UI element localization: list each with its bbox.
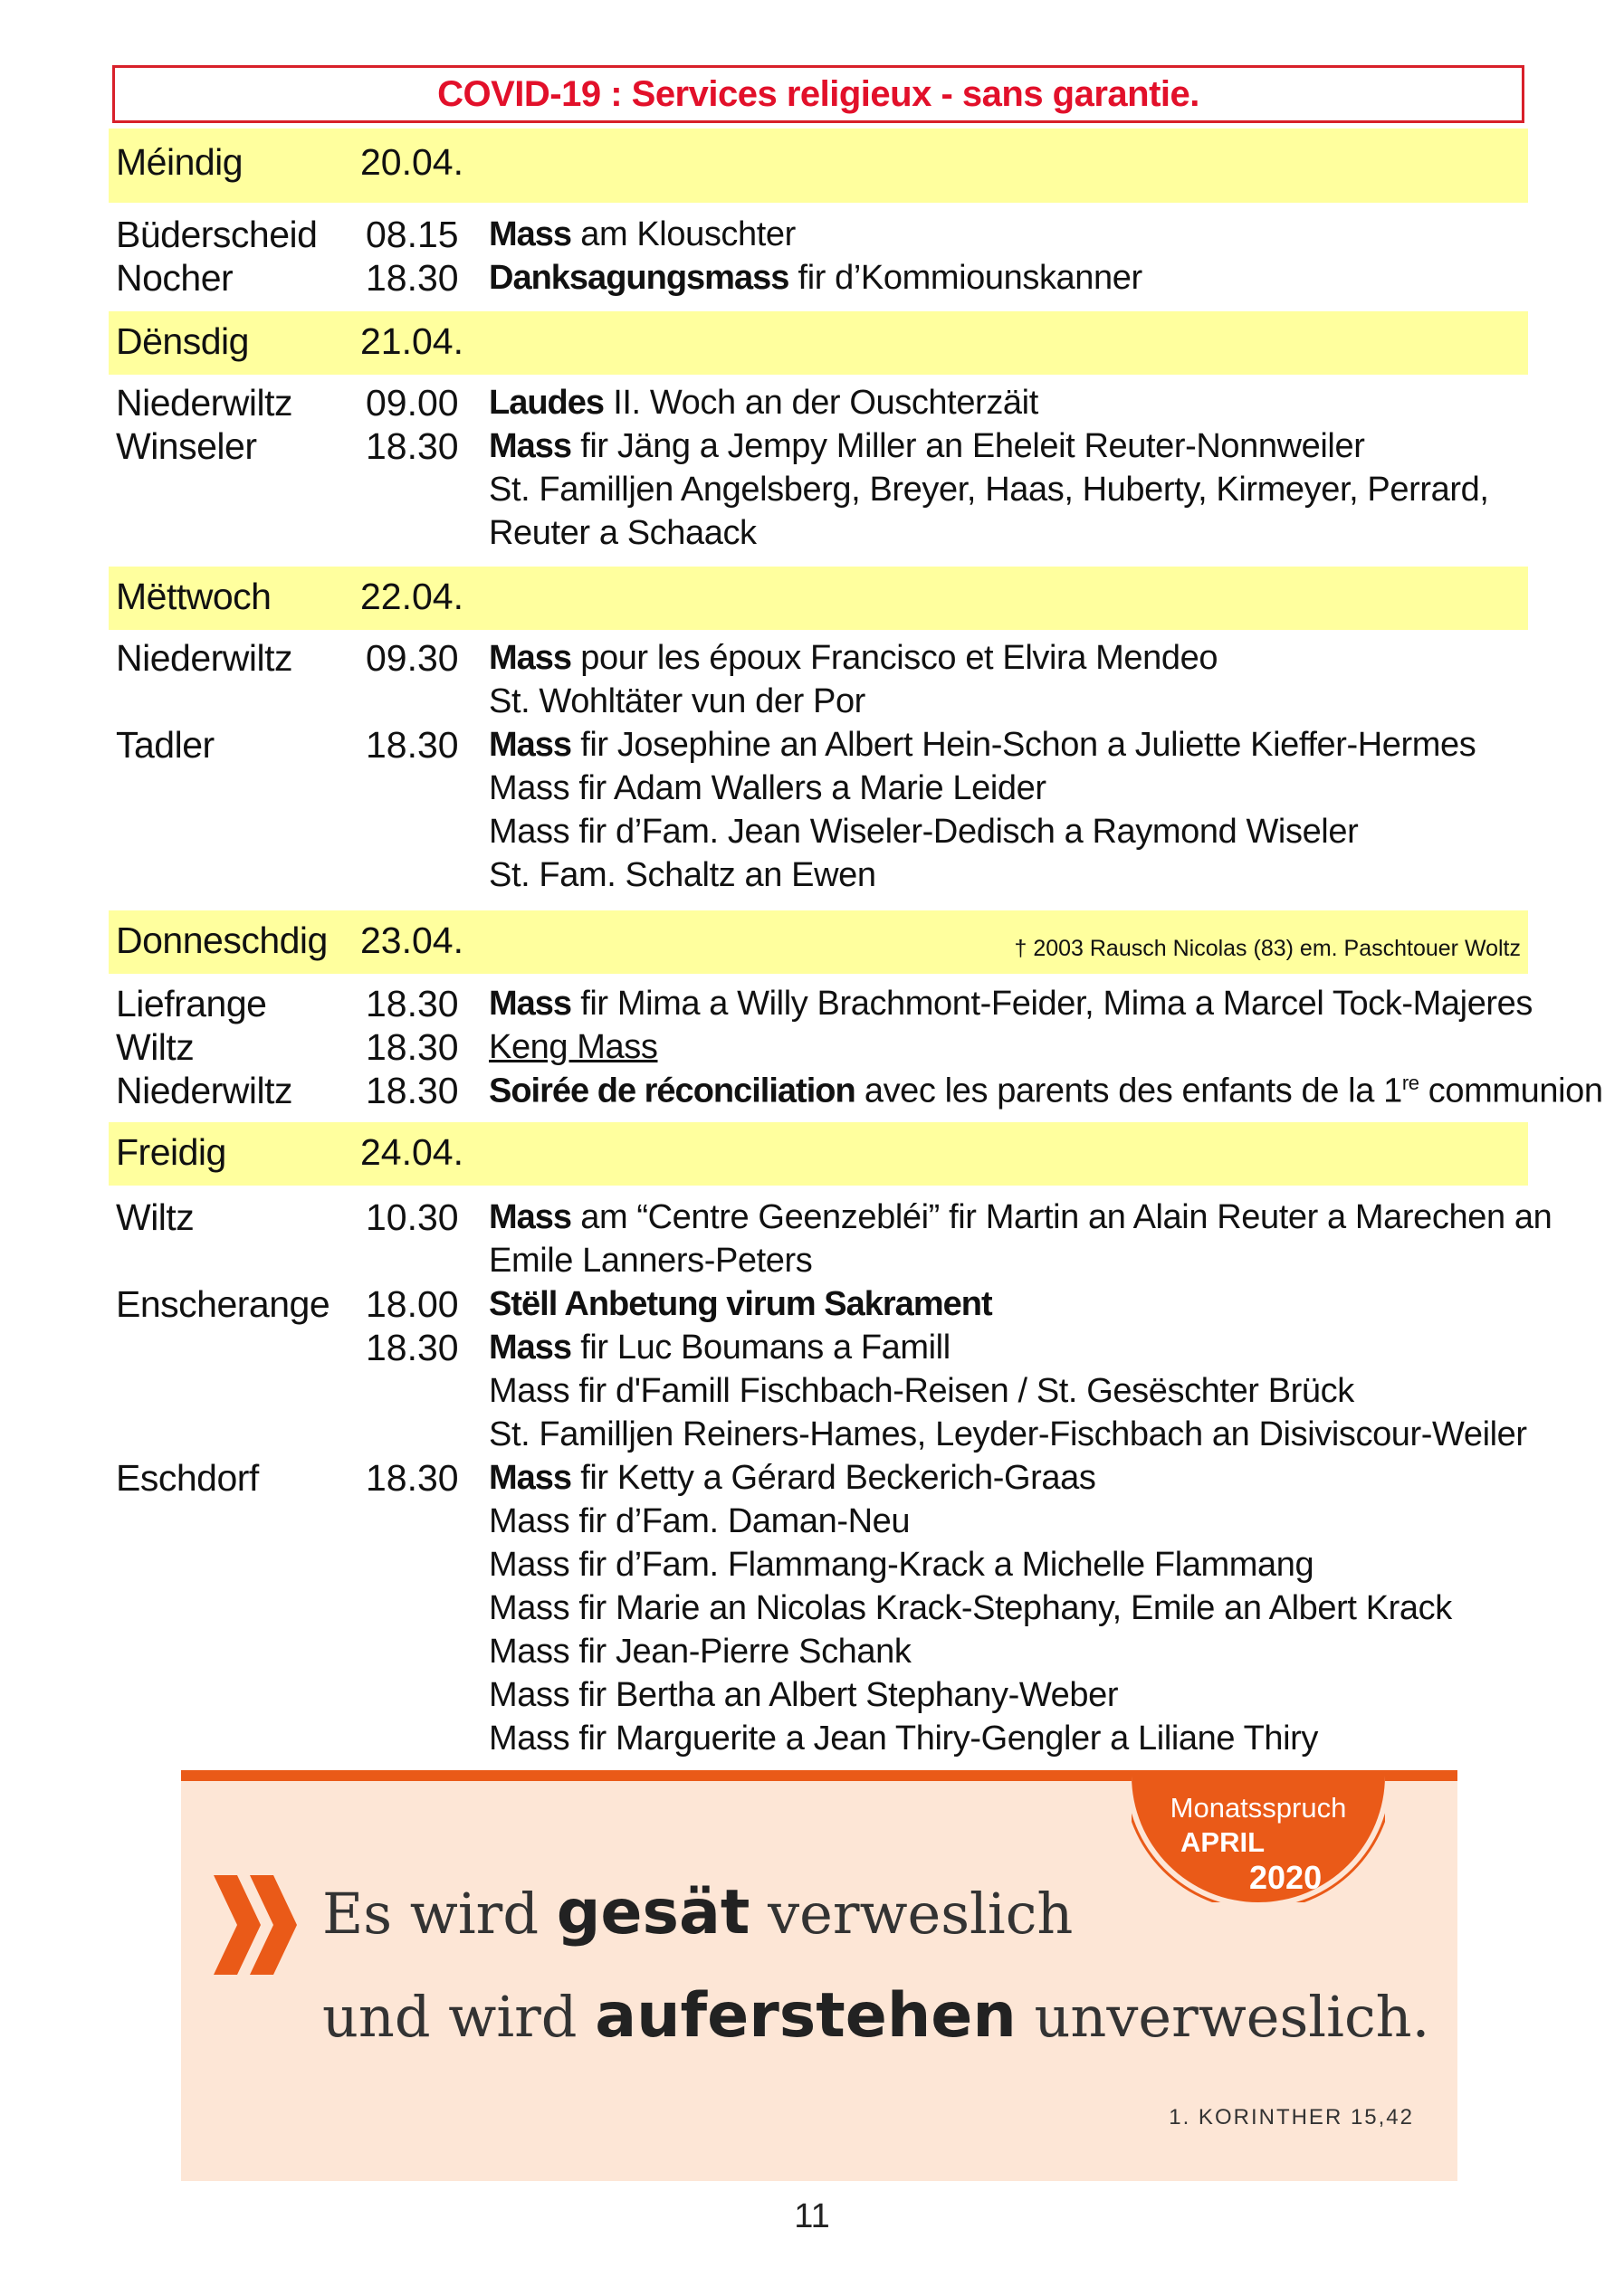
entry-description: Mass fir Luc Boumans a Famill (489, 1329, 951, 1367)
entry-description: Keng Mass (489, 1028, 658, 1066)
day-date: 24.04. (360, 1131, 463, 1173)
entry-time: 09.30 (366, 637, 459, 679)
entry-place: Büderscheid (116, 214, 318, 255)
entry-time: 18.30 (366, 1026, 459, 1068)
entry-description: Stëll Anbetung virum Sakrament (489, 1285, 992, 1323)
entry-line: St. Familljen Reiners-Hames, Leyder-Fischbach an Disiviscour-Weiler (489, 1415, 1527, 1453)
entry-line: Mass fir Marguerite a Jean Thiry-Gengler a Liliane Thiry (489, 1720, 1319, 1758)
entry-place: Wiltz (116, 1196, 195, 1238)
entry-line: Emile Lanners-Peters (489, 1242, 813, 1280)
verse-line-1: Es wird gesät verweslich (322, 1877, 1074, 1948)
day-row-wednesday (109, 567, 1528, 630)
entry-time: 18.30 (366, 425, 459, 467)
entry-time: 08.15 (366, 214, 459, 255)
entry-place: Winseler (116, 425, 257, 467)
entry-line: Mass fir d’Fam. Flammang-Krack a Michelle Flammang (489, 1546, 1314, 1584)
entry-line: Mass fir Bertha an Albert Stephany-Weber (489, 1676, 1119, 1714)
entry-place: Liefrange (116, 983, 267, 1024)
entry-description: Mass pour les époux Francisco et Elvira Mendeo (489, 639, 1218, 677)
badge-year: 2020 (1249, 1859, 1323, 1896)
monthly-verse-badge (1132, 1776, 1385, 1902)
entry-time: 18.30 (366, 724, 459, 766)
verse-line-2: und wird auferstehen unverweslich. (322, 1980, 1430, 2052)
entry-place: Tadler (116, 724, 215, 766)
entry-description: Danksagungsmass fir d’Kommiounskanner (489, 259, 1142, 297)
badge-month: APRIL (1180, 1826, 1265, 1858)
entry-line: Mass fir d’Fam. Jean Wiseler-Dedisch a Raymond Wiseler (489, 813, 1359, 851)
entry-line: St. Wohltäter vun der Por (489, 682, 865, 720)
entry-line: Mass fir d’Fam. Daman-Neu (489, 1502, 911, 1540)
entry-place: Wiltz (116, 1026, 195, 1068)
double-chevron-icon (214, 1875, 301, 1975)
entry-place: Niederwiltz (116, 637, 292, 679)
entry-description: Mass am Klouschter (489, 215, 796, 253)
day-date: 22.04. (360, 576, 463, 617)
covid-banner: COVID-19 : Services religieux - sans garantie. (112, 65, 1524, 123)
entry-time: 10.30 (366, 1196, 459, 1238)
entry-description: Mass fir Josephine an Albert Hein-Schon a Juliette Kieffer-Hermes (489, 726, 1476, 764)
entry-time: 18.30 (366, 1327, 459, 1368)
entry-description: Mass fir Jäng a Jempy Miller an Eheleit Reuter-Nonnweiler (489, 427, 1365, 465)
badge-title: Monatsspruch (1170, 1792, 1347, 1824)
entry-place: Nocher (116, 257, 234, 299)
day-date: 20.04. (360, 141, 463, 183)
day-date: 23.04. (360, 919, 463, 961)
entry-time: 18.30 (366, 1070, 459, 1111)
day-name: Mëttwoch (116, 576, 272, 617)
day-row-friday (109, 1122, 1528, 1186)
entry-time: 18.00 (366, 1283, 459, 1325)
entry-place: Niederwiltz (116, 1070, 292, 1111)
day-row-monday (109, 129, 1528, 203)
entry-line: Mass fir Adam Wallers a Marie Leider (489, 769, 1046, 807)
entry-line: Mass fir d'Famill Fischbach-Reisen / St. Gesëschter Brück (489, 1372, 1354, 1410)
day-row-tuesday (109, 311, 1528, 375)
entry-line: St. Familljen Angelsberg, Breyer, Haas, Huberty, Kirmeyer, Perrard, (489, 471, 1489, 509)
entry-place: Niederwiltz (116, 382, 292, 424)
entry-description: Soirée de réconciliation avec les parents des enfants de la 1re communion (489, 1072, 1603, 1110)
entry-time: 18.30 (366, 257, 459, 299)
entry-time: 09.00 (366, 382, 459, 424)
entry-place: Eschdorf (116, 1457, 259, 1499)
day-date: 21.04. (360, 320, 463, 362)
memorial-note: † 2003 Rausch Nicolas (83) em. Paschtouer Woltz (1014, 936, 1521, 961)
entry-description: Mass fir Mima a Willy Brachmont-Feider, Mima a Marcel Tock-Majeres (489, 985, 1533, 1023)
entry-description: Mass fir Ketty a Gérard Beckerich-Graas (489, 1459, 1096, 1497)
day-name: Freidig (116, 1131, 226, 1173)
entry-description: Laudes II. Woch an der Ouschterzäit (489, 384, 1038, 422)
page-number: 11 (794, 2197, 830, 2235)
verse-reference: 1. KORINTHER 15,42 (1169, 2105, 1414, 2129)
entry-description: Mass am “Centre Geenzebléi” fir Martin an Alain Reuter a Marechen an (489, 1198, 1552, 1236)
entry-line: Mass fir Marie an Nicolas Krack-Stephany, Emile an Albert Krack (489, 1589, 1452, 1627)
entry-line: Reuter a Schaack (489, 514, 757, 552)
entry-line: Mass fir Jean-Pierre Schank (489, 1633, 912, 1671)
day-row-thursday (109, 910, 1528, 974)
entry-time: 18.30 (366, 983, 459, 1024)
day-name: Donneschdig (116, 919, 328, 961)
entry-line: St. Fam. Schaltz an Ewen (489, 856, 876, 894)
day-name: Méindig (116, 141, 244, 183)
day-name: Dënsdig (116, 320, 249, 362)
entry-place: Enscherange (116, 1283, 330, 1325)
entry-time: 18.30 (366, 1457, 459, 1499)
